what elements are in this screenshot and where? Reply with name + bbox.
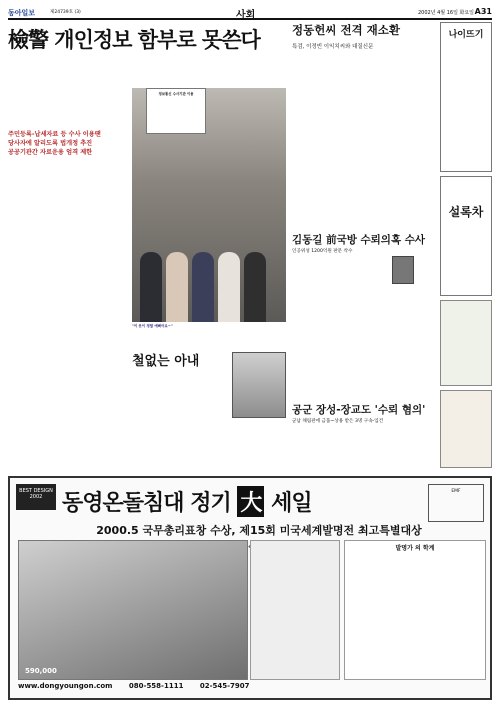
photo-figure <box>166 252 188 322</box>
info-graphic-title: 정보통신 수사기관 이용 <box>158 92 194 96</box>
main-headline: 檢警 개인정보 함부로 못쓴다 <box>8 28 260 52</box>
ad-brand <box>62 486 392 517</box>
photo-figure <box>140 252 162 322</box>
main-intro-text <box>8 52 128 126</box>
info-graphic <box>146 88 206 134</box>
newspaper-name: 동아일보 <box>8 9 36 17</box>
bed-advertisement <box>8 476 492 700</box>
photo-caption-title: "이 옷이 정말 예뻐어요~" <box>132 324 173 328</box>
ad-website[interactable]: www.dongyoungon.com <box>18 682 113 690</box>
ad-footer <box>18 682 488 696</box>
ad-phone-1[interactable]: 080-558-1111 <box>128 682 184 690</box>
wife-headline: 철없는 아내 <box>132 354 200 369</box>
masthead <box>8 6 492 20</box>
court-headline: 공군 장성-장교도 '수뢰 혐의' <box>292 404 426 416</box>
kim-body-text <box>292 258 388 398</box>
ad-brand-end: 세일 <box>271 491 312 516</box>
photo-figure <box>244 252 266 322</box>
court-subhead: 군납 채림관에 금품~상용 받은 3명 구속-입건 <box>292 419 384 424</box>
right-column-box <box>440 22 492 172</box>
tea-column-title: 설록차 <box>448 205 484 219</box>
ad-product-column <box>250 540 340 680</box>
kim-body-text-2 <box>392 286 436 398</box>
photo-figure <box>218 252 240 322</box>
court-body-text <box>292 426 436 470</box>
ad-info-panel <box>344 540 486 680</box>
issue-date: 2002년 4월 16일 화요일 <box>417 10 474 16</box>
ad-brand-sale: 정기 <box>190 491 231 516</box>
right-box-title: 나이뜨기 <box>448 30 484 40</box>
wife-illustration <box>232 352 286 418</box>
rail-ad-2 <box>440 390 492 468</box>
side-body-text <box>292 52 436 228</box>
ad-brand-mark: 大 <box>237 486 264 517</box>
photo-caption <box>132 324 286 329</box>
ad-price: 590,000 <box>25 667 57 675</box>
side-subhead: 특검, 이정빈 이익치씨와 대질신문 <box>292 44 374 50</box>
wife-body-text <box>132 372 228 468</box>
kim-portrait <box>392 256 414 284</box>
main-lead-box <box>8 130 128 157</box>
ad-tagline: 2000.5 국무총리표창 수상, 제15회 미국세계발명전 최고특별대상 <box>96 524 422 537</box>
main-continued-text <box>132 336 286 348</box>
kim-subhead: 인공위성 1200억원 판문 착수 <box>292 249 353 254</box>
page-number: A31 <box>474 7 492 16</box>
rail-ad-1 <box>440 300 492 386</box>
lead-line-2: 당사자에 알리도록 법개정 추진 <box>8 140 93 147</box>
side-story-header <box>292 22 432 50</box>
ad-bed-photo <box>18 540 248 680</box>
main-body-text <box>8 162 128 468</box>
ad-brand-name: 동영온돌침대 <box>62 491 184 516</box>
ad-logo-right: EMF <box>428 484 484 522</box>
lead-line-3: 공공기관간 자료운용 엄격 제한 <box>8 149 93 156</box>
ad-info-title: 발명가 의 학계 <box>395 545 435 552</box>
ad-phone-2[interactable]: 02-545-7907 <box>199 682 250 690</box>
section-title: 사회 <box>236 10 256 21</box>
kim-headline: 김동길 前국방 수뢰의혹 수사 <box>292 234 426 246</box>
side-headline: 정동헌씨 전격 재소환 <box>292 23 400 37</box>
tea-column-box <box>440 176 492 296</box>
ad-logo-left: BEST DESIGN 2002 <box>16 484 56 510</box>
photo-figure <box>192 252 214 322</box>
issue-number: 제24739호 (3) <box>50 10 81 15</box>
lead-line-1: 주민등록-납세자료 등 수사 이용땐 <box>8 131 101 138</box>
